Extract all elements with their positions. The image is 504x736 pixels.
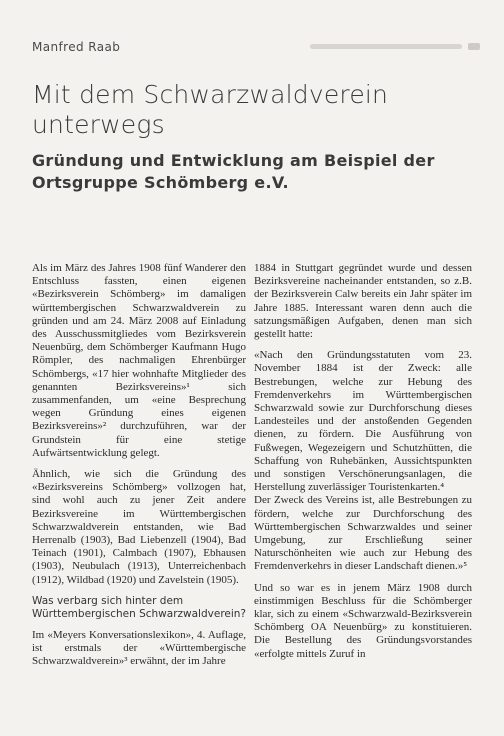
left-column xyxy=(32,262,246,676)
section-heading: Was verbarg sich hinter dem Württembergischen Schwarzwaldverein? xyxy=(32,594,247,620)
paragraph: Und so war es in jenem März 1908 durch einstimmigen Beschluss für die Schömberger klar, sich zu einem «Schwarzwald-Bezirksverein Schömberg OA Neuenbürg» zu konstituieren. Die Bestellung des Gründungsvorstandes «erfolgte mittels Zuruf in xyxy=(254,581,472,660)
article-subtitle: Gründung und Entwicklung am Beispiel der Ortsgruppe Schömberg e.V. xyxy=(32,151,435,192)
paragraph: 1884 in Stuttgart gegründet wurde und dessen Bezirksvereine nacheinander entstanden, so z.B. der Bezirksverein Calw bereits ein Jahr später im Jahre 1885. Interessant waren denn auch die satzungsmäßigen Aufgaben, denen man sich gestellt hatte: xyxy=(254,262,472,341)
paragraph: Im «Meyers Konversationslexikon», 4. Auflage, ist erstmals der «Württembergische Schwarzwaldverein»³ erwähnt, der im Jahre xyxy=(32,628,246,668)
right-column xyxy=(254,262,472,669)
article-title: Mit dem Schwarzwaldverein unterwegs xyxy=(32,80,389,139)
page-number xyxy=(468,43,480,50)
paragraph: Als im März des Jahres 1908 fünf Wanderer den Entschluss fassten, einen eigenen «Bezirksverein Schömberg» im damaligen württembergischen Schwarzwaldverein zu gründen und am 24. März 2008 auf Einladung des Ausschussmitgliedes vom Bezirksverein Neuenbürg, dem Schömberger Kaufmann Hugo Römpler, des nachmaligen Ehrenbürger Schömbergs, «17 hier wohnhafte Mitglieder des genannten Bezirksvereins»¹ sich zusammenfanden, um «eine Besprechung wegen Gründung eines eigenen Bezirksvereins»² durchzuführen, war der Grundstein für eine stetige Aufwärtsentwicklung gelegt. xyxy=(32,262,246,459)
quote-paragraph: «Nach den Gründungsstatuten vom 23. November 1884 ist der Zweck: alle Bestrebungen, welche zur Hebung des Fremdenverkehrs im Württembergischen Schwarzwald sowie zur Durchforschung dieses Landesteiles und der anstoßenden Gegenden dienen, zu fördern. Die Ausführung von Fußwegen, Wegezeigern und Schutzhütten, die Schaffung von Ruhebänken, Aussichtspunkten und sonstigen Verschönerungsanlagen, die Herstellung zuverlässiger Touristenkarten.⁴ xyxy=(254,349,472,494)
running-header xyxy=(310,42,480,50)
running-header-text xyxy=(310,44,462,49)
quote-paragraph: Der Zweck des Vereins ist, alle Bestrebungen zu fördern, welche zur Durchforschung des Württembergischen Schwarzwaldes und seiner Umgebung, zur Erschließung seiner Naturschönheiten wie auch zur Hebung des Fremdenverkehrs in dieser Landschaft dienen.»⁵ xyxy=(254,494,472,573)
author-name: Manfred Raab xyxy=(32,40,121,54)
paragraph: Ähnlich, wie sich die Gründung des «Bezirksvereins Schömberg» vollzogen hat, sind wohl auch zu jener Zeit andere Bezirksvereine im Württembergischen Schwarzwaldverein entstanden, wie Bad Herrenalb (1903), Bad Liebenzell (1904), Bad Teinach (1901), Calmbach (1907), Ebhausen (1903), Neubulach (1913), Unterreichenbach (1912), Wildbad (1920) und Zavelstein (1905). xyxy=(32,468,246,586)
